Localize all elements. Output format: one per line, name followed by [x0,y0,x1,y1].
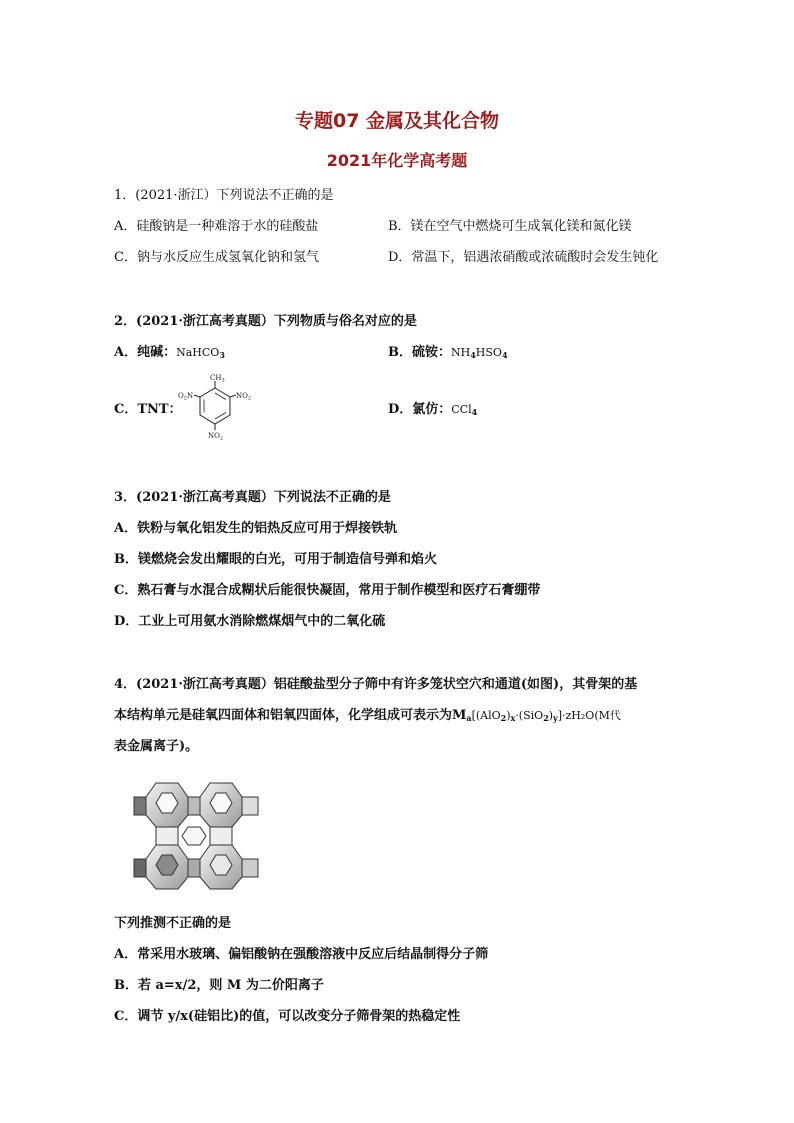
q1-option-a: A．硅酸钠是一种难溶于水的硅酸盐 [114,219,319,234]
q2-option-a-formula: NaHCO [176,346,220,359]
q4-option-b: B．若 a=x/2，则 M 为二价阳离子 [114,978,324,993]
q4-sub-2b: 2 [543,713,549,723]
svg-text:NO2 [236,392,251,402]
q3-stem: 3．(2021·浙江高考真题）下列说法不正确的是 [114,490,391,505]
q2-option-b-formula: NH [451,346,471,359]
q2-option-d [388,401,477,421]
tnt-no2-bottom: NO [208,432,220,440]
q4-formula-3: ·(SiO [515,709,544,722]
q4-stem2-pre: 本结构单元是硅氧四面体和铝氧四面体，化学组成可表示为M [114,708,467,723]
tnt-no2-bottom-sub: 2 [219,435,224,442]
tnt-no2-right: NO [236,392,248,400]
q2-option-b [388,344,508,364]
q1-stem: 1．(2021·浙江）下列说法不正确的是 [114,188,334,203]
q3-option-d: D．工业上可用氨水消除燃煤烟气中的二氧化硫 [114,614,386,629]
q2-option-c: C．TNT： [114,402,182,417]
q4-formula-1: [(AlO [471,709,501,722]
q2-option-a-sub: 3 [219,350,225,360]
q2-option-b-formula2: HSO [475,346,502,359]
q4-stem-line2 [114,707,621,727]
q2-option-d-sub: 4 [471,407,478,417]
q3-option-b: B．镁燃烧会发出耀眼的白光，可用于制造信号弹和焰火 [114,552,437,567]
svg-text:CH3 [210,374,225,384]
q4-prompt: 下列推测不正确的是 [114,916,232,931]
q1-option-d: D．常温下，铝遇浓硝酸或浓硫酸时会发生钝化 [388,250,659,265]
q4-formula-4: ) [548,709,554,722]
tnt-o2n-sub: 2 [183,395,187,402]
tnt-o2n-n: N [186,392,194,400]
svg-text:O2N [178,392,193,402]
q2-option-b-label: B．硫铵： [388,345,451,360]
q3-option-c: C．熟石膏与水混合成糊状后能很快凝固，常用于制作模型和医疗石膏绷带 [114,583,541,598]
tnt-structure [170,372,260,444]
q4-formula-5: ]·zH₂O(M代 [557,709,621,722]
q2-option-b-sub2: 4 [501,350,508,360]
q4-sub-x: x [510,713,516,723]
q1-option-c: C．钠与水反应生成氢氧化钠和氢气 [114,250,319,265]
tnt-no2-right-sub: 2 [247,395,252,402]
q4-sub-y: y [553,713,558,723]
q1-option-b: B．镁在空气中燃烧可生成氧化镁和氮化镁 [388,219,632,234]
page-title: 专题07 金属及其化合物 [294,110,500,132]
tnt-o2n-o: O [178,392,184,400]
q4-sub-a: a [466,713,472,723]
q4-stem-line1: 4．(2021·浙江高考真题）铝硅酸盐型分子筛中有许多笼状空穴和通道(如图)，其骨架的基 [114,677,638,692]
q2-option-d-label: D．氯仿： [388,402,452,417]
page-subtitle: 2021年化学高考题 [326,151,468,170]
tnt-ch3-sub: 3 [221,377,225,384]
q2-option-a [114,344,225,364]
tnt-ch3: CH [210,374,222,382]
svg-text:NO2 [208,432,223,442]
q4-sub-2a: 2 [500,713,507,723]
q2-option-d-formula: CCl [451,403,472,416]
q2-option-a-label: A．纯碱： [114,345,177,360]
q4-option-c: C．调节 y/x(硅铝比)的值，可以改变分子筛骨架的热稳定性 [114,1009,461,1024]
q3-option-a: A．铁粉与氧化铝发生的铝热反应可用于焊接铁轨 [114,521,398,536]
q2-option-b-sub1: 4 [470,350,476,360]
q4-stem-line3: 表金属离子)。 [114,739,199,754]
q4-option-a: A．常采用水玻璃、偏铝酸钠在强酸溶液中反应后结晶制得分子筛 [114,947,489,962]
q4-formula-2: ) [506,709,511,722]
q2-stem: 2．(2021·浙江高考真题）下列物质与俗名对应的是 [114,314,417,329]
zeolite-framework-figure [126,775,272,905]
